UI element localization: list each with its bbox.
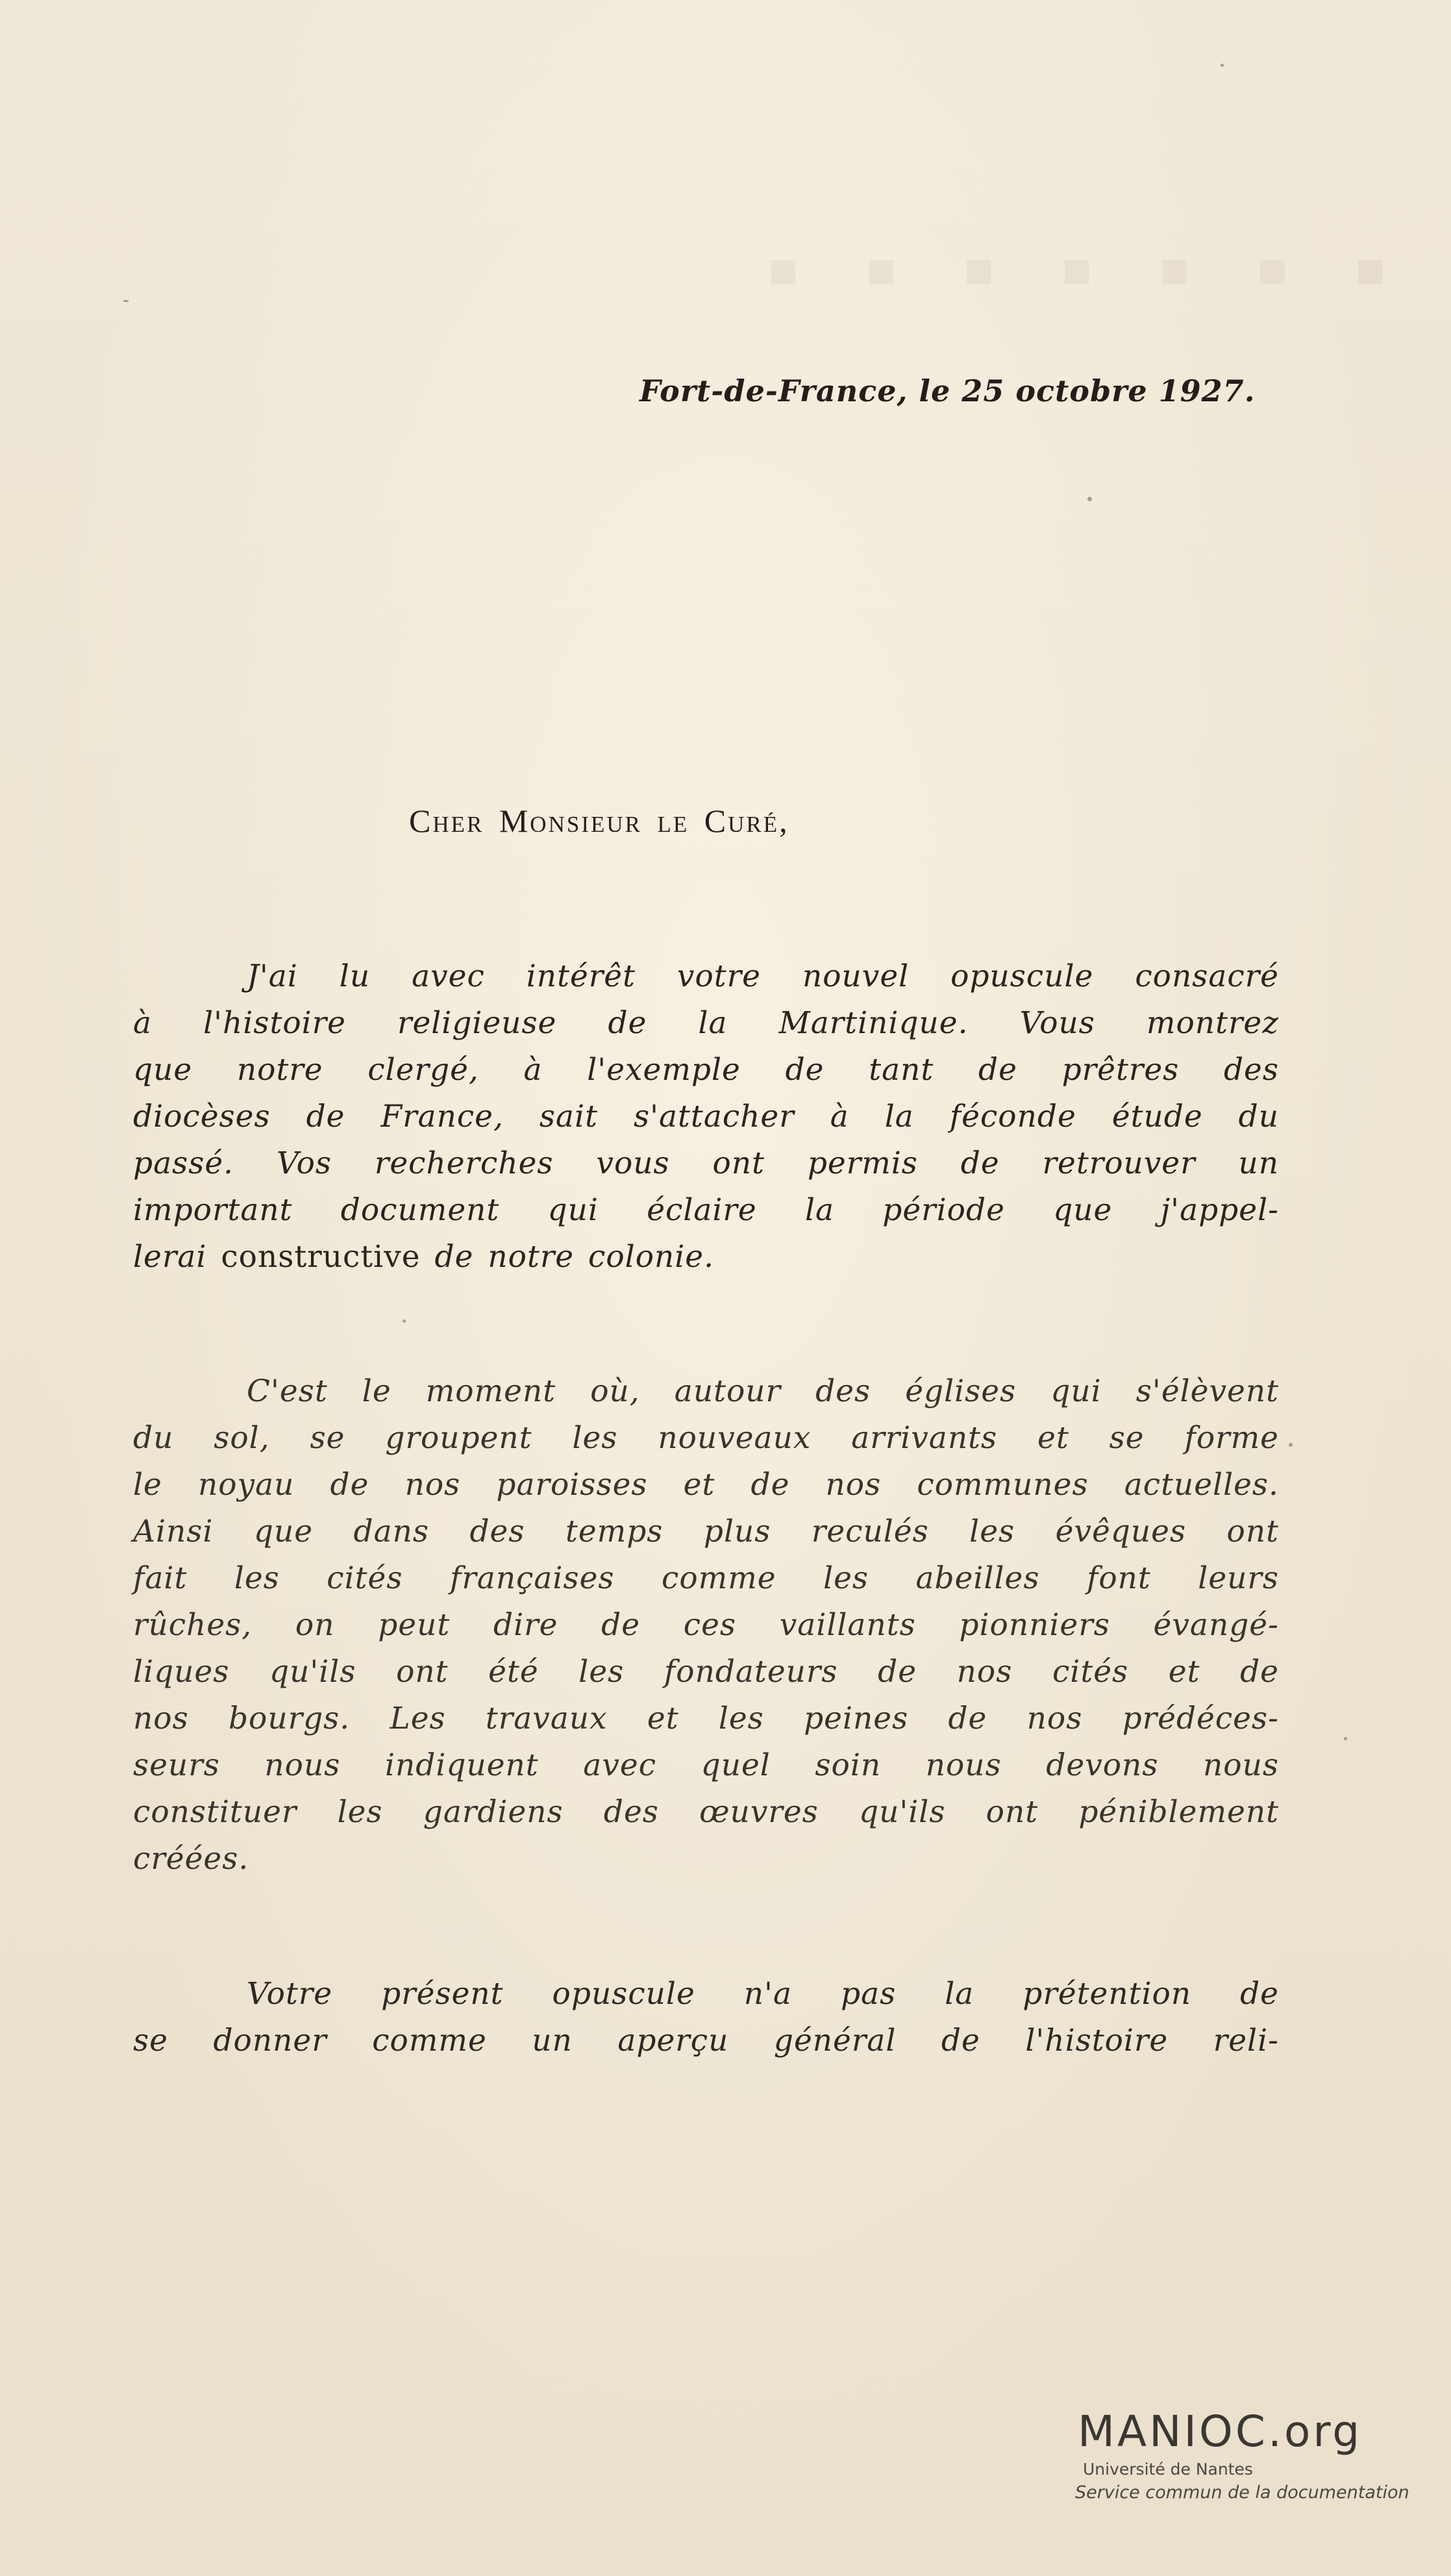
paragraph-line: Ainsi que dans des temps plus reculés les évêques ont	[133, 1514, 1279, 1549]
paper-speck	[1344, 1737, 1347, 1740]
salutation: Cher Monsieur le Curé,	[409, 803, 789, 839]
paragraph-line: Votre présent opuscule n'a pas la prétention de	[247, 1976, 1279, 2012]
paragraph-3	[133, 1971, 1279, 2064]
paragraph-line: passé. Vos recherches vous ont permis de retrouver un	[133, 1145, 1279, 1181]
paragraph-line: constituer les gardiens des œuvres qu'ils ont péniblement	[133, 1794, 1279, 1830]
paragraph-line: créées.	[133, 1841, 249, 1877]
upright-word: constructive	[221, 1239, 421, 1275]
paragraph-line: important document qui éclaire la période que j'appel-	[133, 1192, 1279, 1228]
paragraph-line: du sol, se groupent les nouveaux arrivants et se forme	[133, 1420, 1279, 1456]
paper-speck	[1289, 1443, 1293, 1447]
paragraph-line: J'ai lu avec intérêt votre nouvel opuscule consacré	[247, 958, 1279, 994]
paragraph-line: C'est le moment où, autour des églises qui s'élèvent	[247, 1373, 1279, 1409]
dateline: Fort-de-France, le 25 octobre 1927.	[639, 373, 1256, 408]
paragraph-line: nos bourgs. Les travaux et les peines de nos prédéces-	[133, 1701, 1279, 1736]
paragraph-line: fait les cités françaises comme les abeilles font leurs	[133, 1560, 1279, 1596]
manioc-watermark	[1075, 2407, 1415, 2503]
department-name: Service commun de la documentation	[1075, 2482, 1409, 2503]
paper-speck	[403, 1319, 406, 1323]
paper-speck	[1221, 64, 1224, 67]
paragraph-last-line	[133, 1234, 1279, 1281]
show-through-mark: ▪ ▪ ▪ ▪ ▪ ▪ ▪	[766, 216, 1408, 324]
paper-speck	[123, 300, 129, 302]
paragraph-line: que notre clergé, à l'exemple de tant de prêtres des	[133, 1052, 1279, 1088]
paragraph-line: rûches, on peut dire de ces vaillants pionniers évangé-	[133, 1607, 1279, 1643]
manioc-logo: MANIOC.org	[1078, 2407, 1363, 2457]
text-segment: de notre colonie.	[434, 1239, 715, 1275]
paragraph-line: diocèses de France, sait s'attacher à la féconde étude du	[133, 1099, 1279, 1134]
paragraph-2	[133, 1368, 1279, 1882]
university-name: Université de Nantes	[1083, 2460, 1253, 2479]
paragraph-line: le noyau de nos paroisses et de nos communes actuelles.	[133, 1467, 1279, 1503]
paragraph-line: liques qu'ils ont été les fondateurs de nos cités et de	[133, 1654, 1279, 1690]
text-segment: lerai	[133, 1239, 207, 1275]
paragraph-line: seurs nous indiquent avec quel soin nous devons nous	[133, 1747, 1279, 1783]
paragraph-1	[133, 953, 1279, 1281]
paragraph-line: se donner comme un aperçu général de l'histoire reli-	[133, 2023, 1279, 2058]
paper-speck	[1087, 497, 1092, 501]
paragraph-line: à l'histoire religieuse de la Martinique. Vous montrez	[133, 1005, 1279, 1041]
